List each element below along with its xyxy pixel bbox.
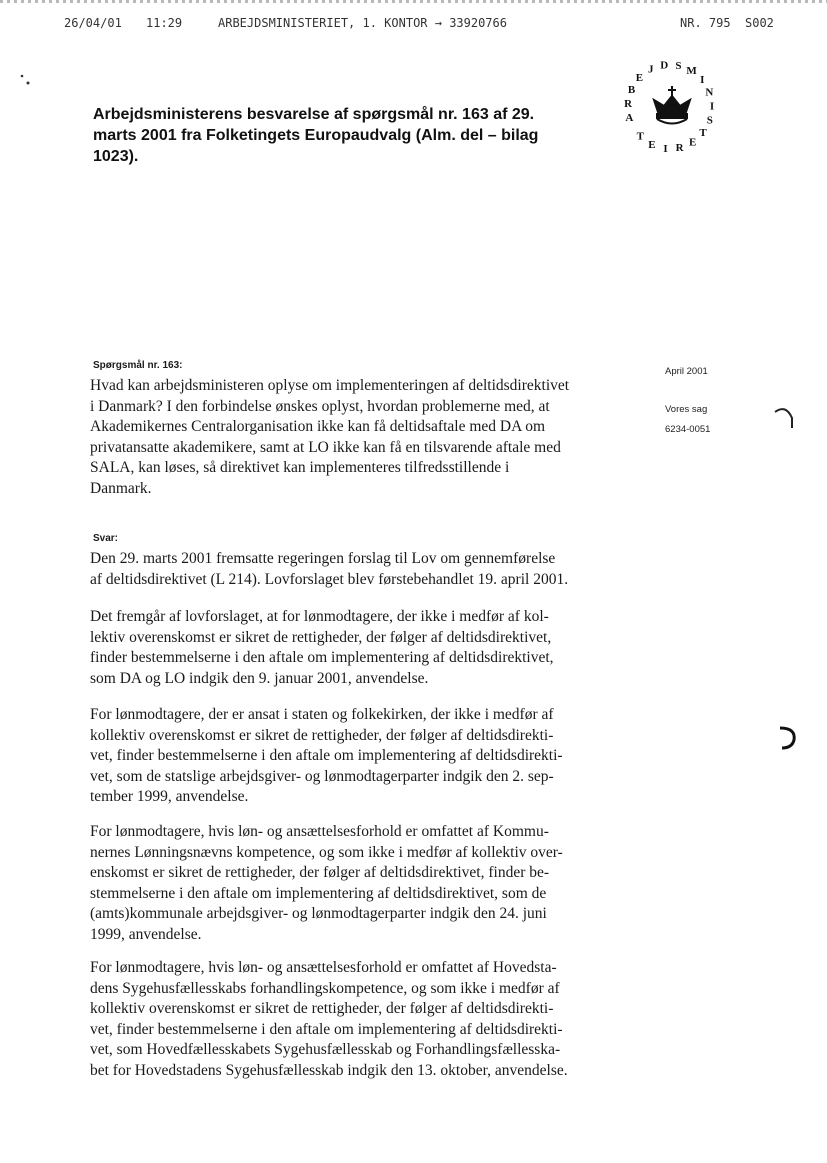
seal-letter: N xyxy=(705,86,714,99)
text-line: Hvad kan arbejdsministeren oplyse om implementeringen af deltidsdirektivet xyxy=(90,377,570,394)
text-line: bet for Hovedstadens Sygehusfællesskab indgik den 13. oktober, anvendelse. xyxy=(90,1061,568,1079)
text-line: Akademikernes Centralorganisation ikke kan få deltidsaftale med DA om xyxy=(90,418,546,435)
text-line: For lønmodtagere, hvis løn- og ansættelsesforhold er omfattet af Kommu- xyxy=(90,823,549,840)
text-line: vet, som de statslige arbejdsgiver- og lønmodtagerparter indgik den 2. sep- xyxy=(90,767,554,785)
text-line: 1999, anvendelse. xyxy=(90,925,202,943)
fax-transmission-line xyxy=(0,0,827,3)
question-label: Spørgsmål nr. 163: xyxy=(93,360,183,371)
title-line: Arbejdsministerens besvarelse af spørgsmål nr. 163 af 29. xyxy=(93,106,535,123)
seal-letter: S xyxy=(706,114,713,127)
text-line: finder bestemmelserne i den aftale om implementering af deltidsdirektivet, xyxy=(90,649,554,666)
text-line: Den 29. marts 2001 fremsatte regeringen forslag til Lov om gennemførelse xyxy=(90,550,556,567)
document-title xyxy=(93,104,613,167)
text-line: dens Sygehusfællesskabs forhandlingskompetence, og som ikke i medfør af xyxy=(90,979,560,997)
seal-letter: R xyxy=(624,97,633,110)
seal-letter: J xyxy=(647,63,654,76)
answer-paragraph xyxy=(90,822,620,945)
text-line: som DA og LO indgik den 9. januar 2001, anvendelse. xyxy=(90,669,429,687)
text-line: Det fremgår af lovforslaget, at for lønmodtagere, der ikke i medfør af kol- xyxy=(90,608,549,625)
text-line: SALA, kan løses, så direktivet kan implementeres tilfredsstillende i xyxy=(90,459,510,476)
answer-paragraph xyxy=(90,958,620,1081)
sidebar-date: April 2001 xyxy=(665,366,708,377)
seal-letter: M xyxy=(686,65,697,77)
text-line: af deltidsdirektivet (L 214). Lovforslaget blev førstebehandlet 19. april 2001. xyxy=(90,570,569,588)
question-text xyxy=(90,376,620,499)
seal-letter: R xyxy=(675,141,684,154)
text-line: For lønmodtagere, der er ansat i staten og folkekirken, der ikke i medfør af xyxy=(90,706,554,723)
seal-letter: I xyxy=(700,74,705,87)
answer-paragraph xyxy=(90,607,620,689)
answer-label: Svar: xyxy=(93,533,119,544)
fax-page-number: S002 xyxy=(745,16,774,30)
fax-header xyxy=(0,12,827,34)
answer-paragraph xyxy=(90,705,620,808)
title-line: marts 2001 fra Folketingets Europaudvalg (Alm. del – bilag xyxy=(93,127,539,144)
text-line: privatansatte akademikere, samt at LO ikke kan få en tilsvarende aftale med xyxy=(90,438,561,456)
seal-letter: T xyxy=(699,126,707,139)
fax-page-ref: NR. 795 xyxy=(680,16,731,30)
scan-speck xyxy=(0,70,40,90)
seal-letter: T xyxy=(636,130,644,143)
text-line: vet, finder bestemmelserne i den aftale om implementering af deltidsdirekti- xyxy=(90,747,563,764)
seal-letter: A xyxy=(625,111,634,124)
text-line: nernes Lønningsnævns kompetence, og som ikke i medfør af kollektiv over- xyxy=(90,843,563,861)
punch-hole-mark xyxy=(776,722,800,752)
text-line: For lønmodtagere, hvis løn- og ansættelsesforhold er omfattet af Hovedsta- xyxy=(90,959,557,976)
text-line: i Danmark? I den forbindelse ønskes oplyst, hvordan problemerne med, at xyxy=(90,397,550,415)
fax-time: 11:29 xyxy=(146,16,183,30)
seal-letter: E xyxy=(648,138,656,151)
text-line: vet, som Hovedfællesskabets Sygehusfællesskab og Forhandlingsfællesska- xyxy=(90,1041,561,1058)
seal-letter: E xyxy=(635,72,644,85)
text-line: enskomst er sikret de rettigheder, der følger af deltidsdirektivet, finder be- xyxy=(90,864,550,881)
text-line: kollektiv overenskomst er sikret de rettigheder, der følger af deltidsdirekti- xyxy=(90,726,554,744)
answer-paragraph xyxy=(90,549,620,590)
seal-letter: I xyxy=(709,100,715,113)
text-line: tember 1999, anvendelse. xyxy=(90,788,249,805)
ministry-seal xyxy=(612,56,728,160)
text-line: (amts)kommunale arbejdsgiver- og lønmodtagerparter indgik den 24. juni xyxy=(90,905,547,922)
text-line: vet, finder bestemmelserne i den aftale om implementering af deltidsdirekti- xyxy=(90,1020,563,1038)
text-line: stemmelserne i den aftale om implementering af deltidsdirektivet, som de xyxy=(90,884,547,902)
seal-letter: I xyxy=(663,142,668,155)
fax-sender: ARBEJDSMINISTERIET, 1. KONTOR → 33920766 xyxy=(218,16,507,30)
case-number: 6234-0051 xyxy=(665,424,711,435)
seal-letter: D xyxy=(660,59,669,72)
text-line: lektiv overenskomst er sikret de rettigheder, der følger af deltidsdirektivet, xyxy=(90,628,552,646)
fax-date: 26/04/01 xyxy=(64,16,122,30)
seal-letter: B xyxy=(627,84,636,96)
punch-hole-mark xyxy=(772,402,796,430)
case-label: Vores sag xyxy=(665,404,708,415)
text-line: kollektiv overenskomst er sikret de rettigheder, der følger af deltidsdirekti- xyxy=(90,1000,554,1017)
title-line: 1023). xyxy=(93,148,139,165)
seal-letter: S xyxy=(675,59,682,72)
crown-icon xyxy=(654,86,690,124)
text-line: Danmark. xyxy=(90,479,152,497)
seal-letter: E xyxy=(689,136,697,149)
crown-seal-icon xyxy=(612,56,728,160)
